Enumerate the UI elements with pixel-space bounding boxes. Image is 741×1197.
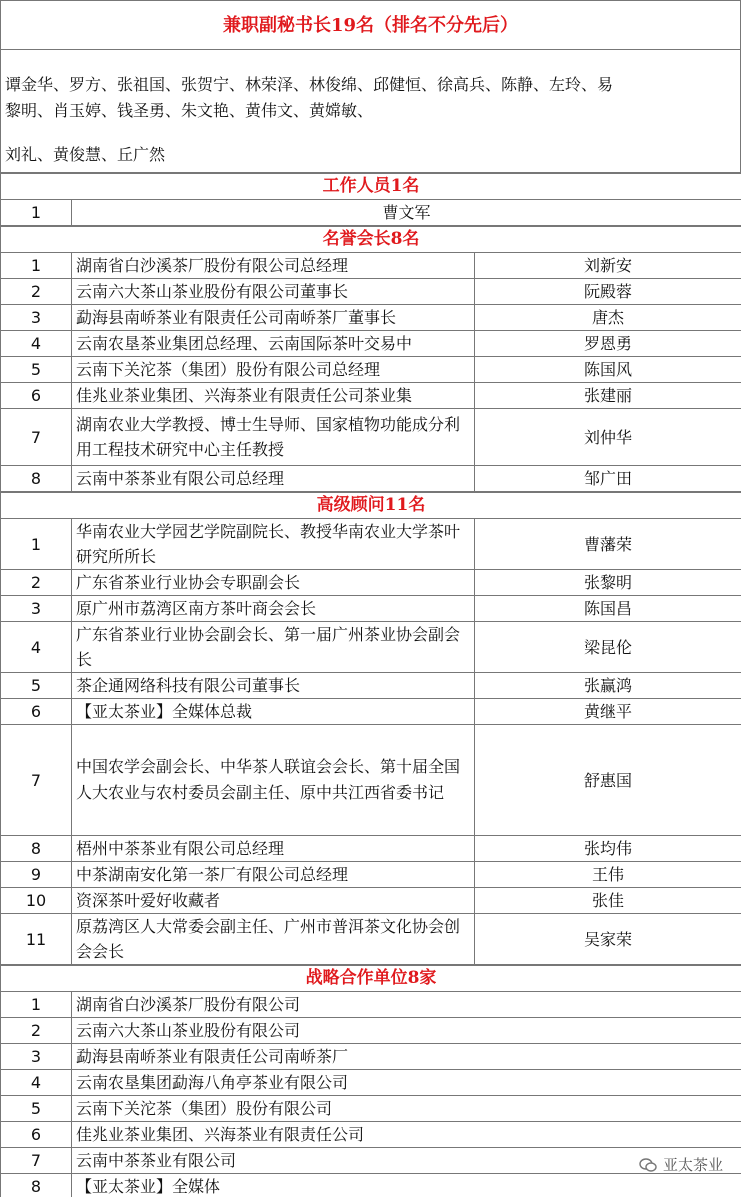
table-row <box>1 331 741 357</box>
table-row <box>1 1122 741 1148</box>
partner-name: 湖南省白沙溪茶厂股份有限公司 <box>72 992 741 1018</box>
row-number: 8 <box>1 466 72 492</box>
row-number: 10 <box>1 888 72 914</box>
table-row <box>1 836 741 862</box>
secretaries-names-extra: 刘礼、黄俊慧、丘广然 <box>0 138 741 173</box>
row-number: 5 <box>1 357 72 383</box>
row-number: 7 <box>1 1148 72 1174</box>
row-person-name: 张均伟 <box>475 836 741 862</box>
row-number: 3 <box>1 305 72 331</box>
partner-name: 云南下关沱茶（集团）股份有限公司 <box>72 1096 741 1122</box>
row-description: 中茶湖南安化第一茶厂有限公司总经理 <box>72 862 475 888</box>
wechat-icon <box>639 1158 657 1172</box>
row-number: 4 <box>1 1070 72 1096</box>
row-description: 广东省茶业行业协会副会长、第一届广州茶业协会副会长 <box>72 622 475 673</box>
table-row <box>1 888 741 914</box>
row-number: 1 <box>1 519 72 570</box>
partner-name: 【亚太茶业】全媒体 <box>72 1174 741 1197</box>
row-description: 【亚太茶业】全媒体总裁 <box>72 699 475 725</box>
row-person-name: 黄继平 <box>475 699 741 725</box>
row-description: 原广州市荔湾区南方茶叶商会会长 <box>72 596 475 622</box>
row-person-name: 吴家荣 <box>475 914 741 965</box>
table-row <box>1 200 741 226</box>
row-description: 湖南农业大学教授、博士生导师、国家植物功能成分利用工程技术研究中心主任教授 <box>72 409 475 466</box>
row-description: 佳兆业茶业集团、兴海茶业有限责任公司茶业集 <box>72 383 475 409</box>
row-number: 8 <box>1 1174 72 1197</box>
staff-title: 工作人员1名 <box>1 174 741 200</box>
row-description: 勐海县南峤茶业有限责任公司南峤茶厂董事长 <box>72 305 475 331</box>
row-person-name: 曹藩荣 <box>475 519 741 570</box>
row-description: 资深茶叶爱好收藏者 <box>72 888 475 914</box>
table-row <box>1 357 741 383</box>
row-number: 7 <box>1 409 72 466</box>
row-person-name: 张赢鸿 <box>475 673 741 699</box>
row-person-name: 阮殿蓉 <box>475 279 741 305</box>
watermark <box>639 1154 723 1175</box>
row-number: 1 <box>1 992 72 1018</box>
row-description: 茶企通网络科技有限公司董事长 <box>72 673 475 699</box>
row-number: 9 <box>1 862 72 888</box>
partner-name: 云南六大茶山茶业股份有限公司 <box>72 1018 741 1044</box>
row-number: 2 <box>1 279 72 305</box>
table-row <box>1 253 741 279</box>
table-row <box>1 1174 741 1197</box>
table-row <box>1 383 741 409</box>
row-person-name: 刘新安 <box>475 253 741 279</box>
advisors-title: 高级顾问11名 <box>1 493 741 519</box>
row-description: 云南六大茶山茶业股份有限公司董事长 <box>72 279 475 305</box>
table-row <box>1 622 741 673</box>
row-person-name: 张黎明 <box>475 570 741 596</box>
row-person-name: 舒惠国 <box>475 725 741 836</box>
table-row <box>1 1018 741 1044</box>
partner-name: 勐海县南峤茶业有限责任公司南峤茶厂 <box>72 1044 741 1070</box>
row-person-name: 王伟 <box>475 862 741 888</box>
row-description: 华南农业大学园艺学院副院长、教授华南农业大学茶叶研究所所长 <box>72 519 475 570</box>
honorary-title: 名誉会长8名 <box>1 227 741 253</box>
secretaries-names-line1: 谭金华、罗方、张祖国、张贺宁、林荣泽、林俊绵、邱健恒、徐高兵、陈静、左玲、易 <box>5 75 614 94</box>
table-row <box>1 699 741 725</box>
table-row <box>1 992 741 1018</box>
row-person-name: 陈国风 <box>475 357 741 383</box>
table-row <box>1 1148 741 1174</box>
row-number: 2 <box>1 1018 72 1044</box>
table-row <box>1 1096 741 1122</box>
row-person-name: 陈国昌 <box>475 596 741 622</box>
table-row <box>1 1070 741 1096</box>
row-number: 5 <box>1 673 72 699</box>
table-row <box>1 725 741 836</box>
row-person-name: 唐杰 <box>475 305 741 331</box>
row-person-name: 张建丽 <box>475 383 741 409</box>
table-row <box>1 279 741 305</box>
partners-table <box>0 965 741 1197</box>
row-number: 6 <box>1 383 72 409</box>
row-number: 4 <box>1 622 72 673</box>
row-person-name: 张佳 <box>475 888 741 914</box>
table-row <box>1 305 741 331</box>
table-row <box>1 519 741 570</box>
row-number: 1 <box>1 253 72 279</box>
table-row <box>1 570 741 596</box>
row-description: 广东省茶业行业协会专职副会长 <box>72 570 475 596</box>
secretaries-title: 兼职副秘书长19名（排名不分先后） <box>0 0 741 50</box>
row-number: 3 <box>1 1044 72 1070</box>
row-number: 2 <box>1 570 72 596</box>
row-description: 云南下关沱茶（集团）股份有限公司总经理 <box>72 357 475 383</box>
table-row <box>1 862 741 888</box>
row-description: 云南中茶茶业有限公司总经理 <box>72 466 475 492</box>
row-description: 原荔湾区人大常委会副主任、广州市普洱茶文化协会创会会长 <box>72 914 475 965</box>
staff-name: 曹文军 <box>72 200 741 226</box>
table-row <box>1 914 741 965</box>
row-number: 5 <box>1 1096 72 1122</box>
row-person-name: 罗恩勇 <box>475 331 741 357</box>
row-number: 3 <box>1 596 72 622</box>
table-row <box>1 409 741 466</box>
row-description: 梧州中茶茶业有限公司总经理 <box>72 836 475 862</box>
partners-title: 战略合作单位8家 <box>1 966 741 992</box>
partner-name: 云南农垦集团勐海八角亭茶业有限公司 <box>72 1070 741 1096</box>
row-number: 8 <box>1 836 72 862</box>
row-number: 6 <box>1 699 72 725</box>
row-person-name: 邹广田 <box>475 466 741 492</box>
row-person-name: 梁昆伦 <box>475 622 741 673</box>
advisors-table <box>0 492 741 965</box>
partner-name: 云南中茶茶业有限公司 <box>72 1148 741 1174</box>
row-number: 6 <box>1 1122 72 1148</box>
row-number: 4 <box>1 331 72 357</box>
table-row <box>1 596 741 622</box>
table-row <box>1 673 741 699</box>
row-number: 11 <box>1 914 72 965</box>
row-number: 1 <box>1 200 72 226</box>
secretaries-names-line2: 黎明、肖玉婷、钱圣勇、朱文艳、黄伟文、黄嫦敏、 <box>5 101 374 120</box>
watermark-text: 亚太茶业 <box>662 1156 723 1174</box>
staff-table <box>0 173 741 226</box>
table-row <box>1 1044 741 1070</box>
row-description: 湖南省白沙溪茶厂股份有限公司总经理 <box>72 253 475 279</box>
row-description: 云南农垦茶业集团总经理、云南国际茶叶交易中 <box>72 331 475 357</box>
row-person-name: 刘仲华 <box>475 409 741 466</box>
honorary-table <box>0 226 741 492</box>
table-row <box>1 466 741 492</box>
secretaries-names <box>0 50 741 138</box>
partner-name: 佳兆业茶业集团、兴海茶业有限责任公司 <box>72 1122 741 1148</box>
row-number: 7 <box>1 725 72 836</box>
row-description: 中国农学会副会长、中华茶人联谊会会长、第十届全国人大农业与农村委员会副主任、原中共江西省委书记 <box>72 725 475 836</box>
